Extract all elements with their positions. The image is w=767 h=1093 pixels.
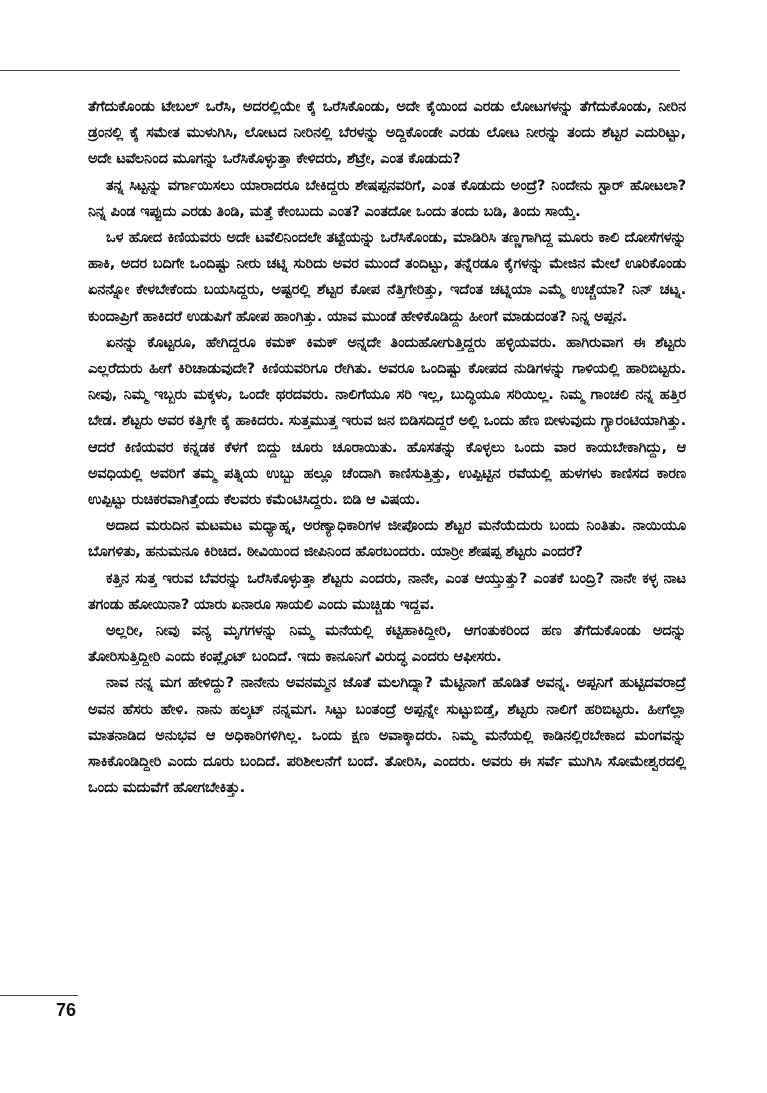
paragraph-7: ಅಲ್ಲರೀ, ನೀವು ವನ್ಯ ಮೃಗಗಳನ್ನು ನಿಮ್ಮ ಮನೆಯಲ್ಲಿ ಕಟ್ಟಿಹಾಕಿದ್ದೀರಿ, ಆಗಂತುಕರಿಂದ ಹಣ ತೆಗೆದುಕೊಂಡು ಅದನ್ನು ತೋರಿಸುತ್ತಿದ್ದೀರಿ ಎಂದು ಕಂಪ್ಲೈಂಟ್ ಬಂದಿದೆ. ಇದು ಕಾನೂನಿಗೆ ವಿರುದ್ಧ ಎಂದರು ಆಫೀಸರು. [88,622,686,666]
footer-rule [0,995,78,996]
paragraph-1: ತೆಗೆದುಕೊಂಡು ಟೇಬಲ್ ಒರೆಸಿ, ಅದರಲ್ಲಿಯೇ ಕೈ ಒರೆಸಿಕೊಂಡು, ಅದೇ ಕೈಯಿಂದ ಎರಡು ಲೋಟಗಳನ್ನು ತೆಗೆದುಕೊಂಡು, ನೀರಿನ ಡ್ರಂನಲ್ಲಿ ಕೈ ಸಮೇತ ಮುಳುಗಿಸಿ, ಲೋಟದ ನೀರಿನಲ್ಲಿ ಬೆರಳನ್ನು ಅದ್ದಿಕೊಂಡೇ ಎರಡು ಲೋಟ ನೀರನ್ನು ತಂದು ಶೆಟ್ಟರ ಎದುರಿಟ್ಟು, ಅದೇ ಟವೆಲನಿಂದ ಮೂಗನ್ನು ಒರೆಸಿಕೊಳ್ಳುತ್ತಾ ಕೇಳಿದರು, ಶೆಟ್ರೇ, ಎಂತ ಕೊಡುದು? [88,98,686,168]
body-text [88,94,686,801]
paragraph-2: ತನ್ನ ಸಿಟ್ಟನ್ನು ವರ್ಗಾಯಿಸಲು ಯಾರಾದರೂ ಬೇಕಿದ್ದರು ಶೇಷಪ್ಪನವರಿಗೆ, ಎಂತ ಕೊಡುದು ಅಂದ್ರೆ? ನಿಂದೇನು ಸ್ಟಾರ್ ಹೋಟಲಾ? ನಿನ್ನ ಪಿಂಡ ಇಪ್ಪುದು ಎರಡು ತಿಂಡಿ, ಮತ್ತೆ ಕೇಂಬುದು ಎಂತ? ಎಂತದೋ ಒಂದು ತಂದು ಬಡಿ, ತಿಂದು ಸಾಯ್ತೆ. [88,176,686,220]
page-number: 76 [56,1000,77,1020]
paragraph-3: ಒಳ ಹೋದ ಕಿಣಿಯವರು ಅದೇ ಟವೆಲಿನಿಂದಲೇ ತಟ್ಟೆಯನ್ನು ಒರೆಸಿಕೊಂಡು, ಮಾಡಿರಿಸಿ ತಣ್ಣಗಾಗಿದ್ದ ಮೂರು ಕಾಲಿ ದೋಸೆಗಳನ್ನು ಹಾಕಿ, ಅದರ ಬದಿಗೇ ಒಂದಿಷ್ಟು ನೀರು ಚಟ್ನಿ ಸುರಿದು ಅವರ ಮುಂದೆ ತಂದಿಟ್ಟು, ತನ್ನೆರಡೂ ಕೈಗಳನ್ನು ಮೇಜಿನ ಮೇಲೆ ಊರಿಕೊಂಡು ಏನನ್ನೋ ಕೇಳಬೇಕೆಂದು ಬಯಸಿದ್ದರು, ಅಷ್ಟರಲ್ಲಿ ಶೆಟ್ಟರ ಕೋಪ ನೆತ್ತಿಗೇರಿತ್ತು, ಇದೆಂತ ಚಟ್ನಿಯಾ ಎಮ್ಮೆ ಉಚ್ಚೆಯಾ? ನಿನ್ ಚಟ್ನ. ಕುಂದಾಪ್ರಿಗೆ ಹಾಕಿದರೆ ಉಡುಪಿಗೆ ಹೋಪ ಹಾಂಗಿತ್ತು. ಯಾವ ಮುಂಡೆ ಹೇಳಿಕೊಡಿದ್ದು ಹೀಂಗೆ ಮಾಡುದಂತ? ನಿನ್ನ ಅಪ್ಪನ. [88,229,686,325]
header-rule [0,70,680,71]
paragraph-5: ಅದಾದ ಮರುದಿನ ಮಟಮಟ ಮಧ್ಯಾಹ್ನ, ಅರಣ್ಯಾಧಿಕಾರಿಗಳ ಜೀಪೊಂದು ಶೆಟ್ಟರ ಮನೆಯೆದುರು ಬಂದು ನಿಂತಿತು. ನಾಯಿಯೂ ಬೊಗಳಿತು, ಹನುಮನೂ ಕಿರಿಚಿದ. ಠೀವಿಯಿಂದ ಜೀಪಿನಿಂದ ಹೊರಬಂದರು. ಯಾರ‍್ರೀ ಶೇಷಪ್ಪ ಶೆಟ್ಟರು ಎಂದರೆ? [88,517,686,561]
paragraph-6: ಕತ್ತಿನ ಸುತ್ತ ಇರುವ ಬೆವರನ್ನು ಒರೆಸಿಕೊಳ್ಳುತ್ತಾ ಶೆಟ್ಟರು ಎಂದರು, ನಾನೇ, ಎಂತ ಆಯ್ತುತ್ತು? ಎಂತಕೆ ಬಂದ್ರಿ? ನಾನೇ ಕಳ್ಳ ನಾಟ ತಗಂಡು ಹೋಯಿನಾ? ಯಾರು ಏನಾರೂ ಸಾಯಲಿ ಎಂದು ಮುಚ್ಚಿಡು ಇದ್ದವ. [88,569,686,613]
paragraph-8: ನಾವ ನನ್ನ ಮಗ ಹೇಳಿದ್ದು? ನಾನೇನು ಅವನಮ್ಮನ ಜೊತೆ ಮಲಗಿದ್ನಾ? ಮೆಟ್ಟಿನಾಗೆ ಹೊಡಿತೆ ಅವನ್ನ. ಅಪ್ಪನಿಗೆ ಹುಟ್ಟಿದವರಾದ್ರೆ ಅವನ ಹೆಸರು ಹೇಳಿ. ನಾನು ಹಲ್ಕಟ್ ನನ್ನಮಗ. ಸಿಟ್ಟು ಬಂತಂದ್ರೆ ಅಪ್ಪನ್ನೇ ಸುಟ್ಟುಬಿಡ್ತೆ, ಶೆಟ್ಟರು ನಾಲಿಗೆ ಹರಿಬಿಟ್ಟರು. ಹೀಗೆಲ್ಲಾ ಮಾತನಾಡಿದ ಅನುಭವ ಆ ಅಧಿಕಾರಿಗಳಿಗಿಲ್ಲ. ಒಂದು ಕ್ಷಣ ಅವಾಕ್ಕಾದರು. ನಿಮ್ಮ ಮನೆಯಲ್ಲಿ ಕಾಡಿನಲ್ಲಿರಬೇಕಾದ ಮಂಗವನ್ನು ಸಾಕಿಕೊಂಡಿದ್ದೀರಿ ಎಂದು ದೂರು ಬಂದಿದೆ. ಪರಿಶೀಲನೆಗೆ ಬಂದೆ. ತೋರಿಸಿ, ಎಂದರು. ಅವರು ಈ ಸರ್ವೆ ಮುಗಿಸಿ ಸೋಮೇಶ್ವರದಲ್ಲಿ ಒಂದು ಮದುವೆಗೆ ಹೋಗಬೇಕಿತ್ತು. [88,674,686,797]
paragraph-4: ಏನನ್ನು ಕೊಟ್ಟರೂ, ಹೇಗಿದ್ದರೂ ಕಮಕ್ ಕಿಮಕ್ ಅನ್ನದೇ ತಿಂದುಹೋಗುತ್ತಿದ್ದರು ಹಳ್ಳಿಯವರು. ಹಾಗಿರುವಾಗ ಈ ಶೆಟ್ಟರು ಎಲ್ಲರೆದುರು ಹೀಗೆ ಕಿರಿಚಾಡುವುದೇ? ಕಿಣಿಯವರಿಗೂ ರೇಗಿತು. ಅವರೂ ಒಂದಿಷ್ಟು ಕೋಪದ ನುಡಿಗಳನ್ನು ಗಾಳಿಯಲ್ಲಿ ಹಾರಿಬಿಟ್ಟರು. ನೀವು, ನಿಮ್ಮ ಇಬ್ಬರು ಮಕ್ಕಳು, ಒಂದೇ ಥರದವರು. ನಾಲಿಗೆಯೂ ಸರಿ ಇಲ್ಲ, ಬುದ್ಧಿಯೂ ಸರಿಯಿಲ್ಲ. ನಿಮ್ಮ ಗಾಂಚಲಿ ನನ್ನ ಹತ್ತಿರ ಬೇಡ. ಶೆಟ್ಟರು ಅವರ ಕತ್ತಿಗೇ ಕೈ ಹಾಕಿದರು. ಸುತ್ತಮುತ್ತ ಇರುವ ಜನ ಬಿಡಿಸದಿದ್ದರೆ ಅಲ್ಲಿ ಒಂದು ಹೆಣ ಬೀಳುವುದು ಗ್ಯಾರಂಟಿಯಾಗಿತ್ತು. ಆದರೆ ಕಿಣಿಯವರ ಕನ್ನಡಕ ಕೆಳಗೆ ಬಿದ್ದು ಚೂರು ಚೂರಾಯಿತು. ಹೊಸತನ್ನು ಕೊಳ್ಳಲು ಒಂದು ವಾರ ಕಾಯಬೇಕಾಗಿದ್ದು, ಆ ಅವಧಿಯಲ್ಲಿ ಅವರಿಗೆ ತಮ್ಮ ಪತ್ನಿಯ ಉಬ್ಬು ಹಲ್ಲೂ ಚೆಂದಾಗಿ ಕಾಣಿಸುತ್ತಿತ್ತು, ಉಪ್ಪಿಟ್ಟಿನ ರವೆಯಲ್ಲಿ ಹುಳಗಳು ಕಾಣಿಸದ ಕಾರಣ ಉಪ್ಪಿಟ್ಟು ರುಚಿಕರವಾಗಿತ್ತೆಂದು ಕೆಲವರು ಕಮೆಂಟಿಸಿದ್ದರು. ಬಿಡಿ ಆ ವಿಷಯ. [88,333,686,509]
